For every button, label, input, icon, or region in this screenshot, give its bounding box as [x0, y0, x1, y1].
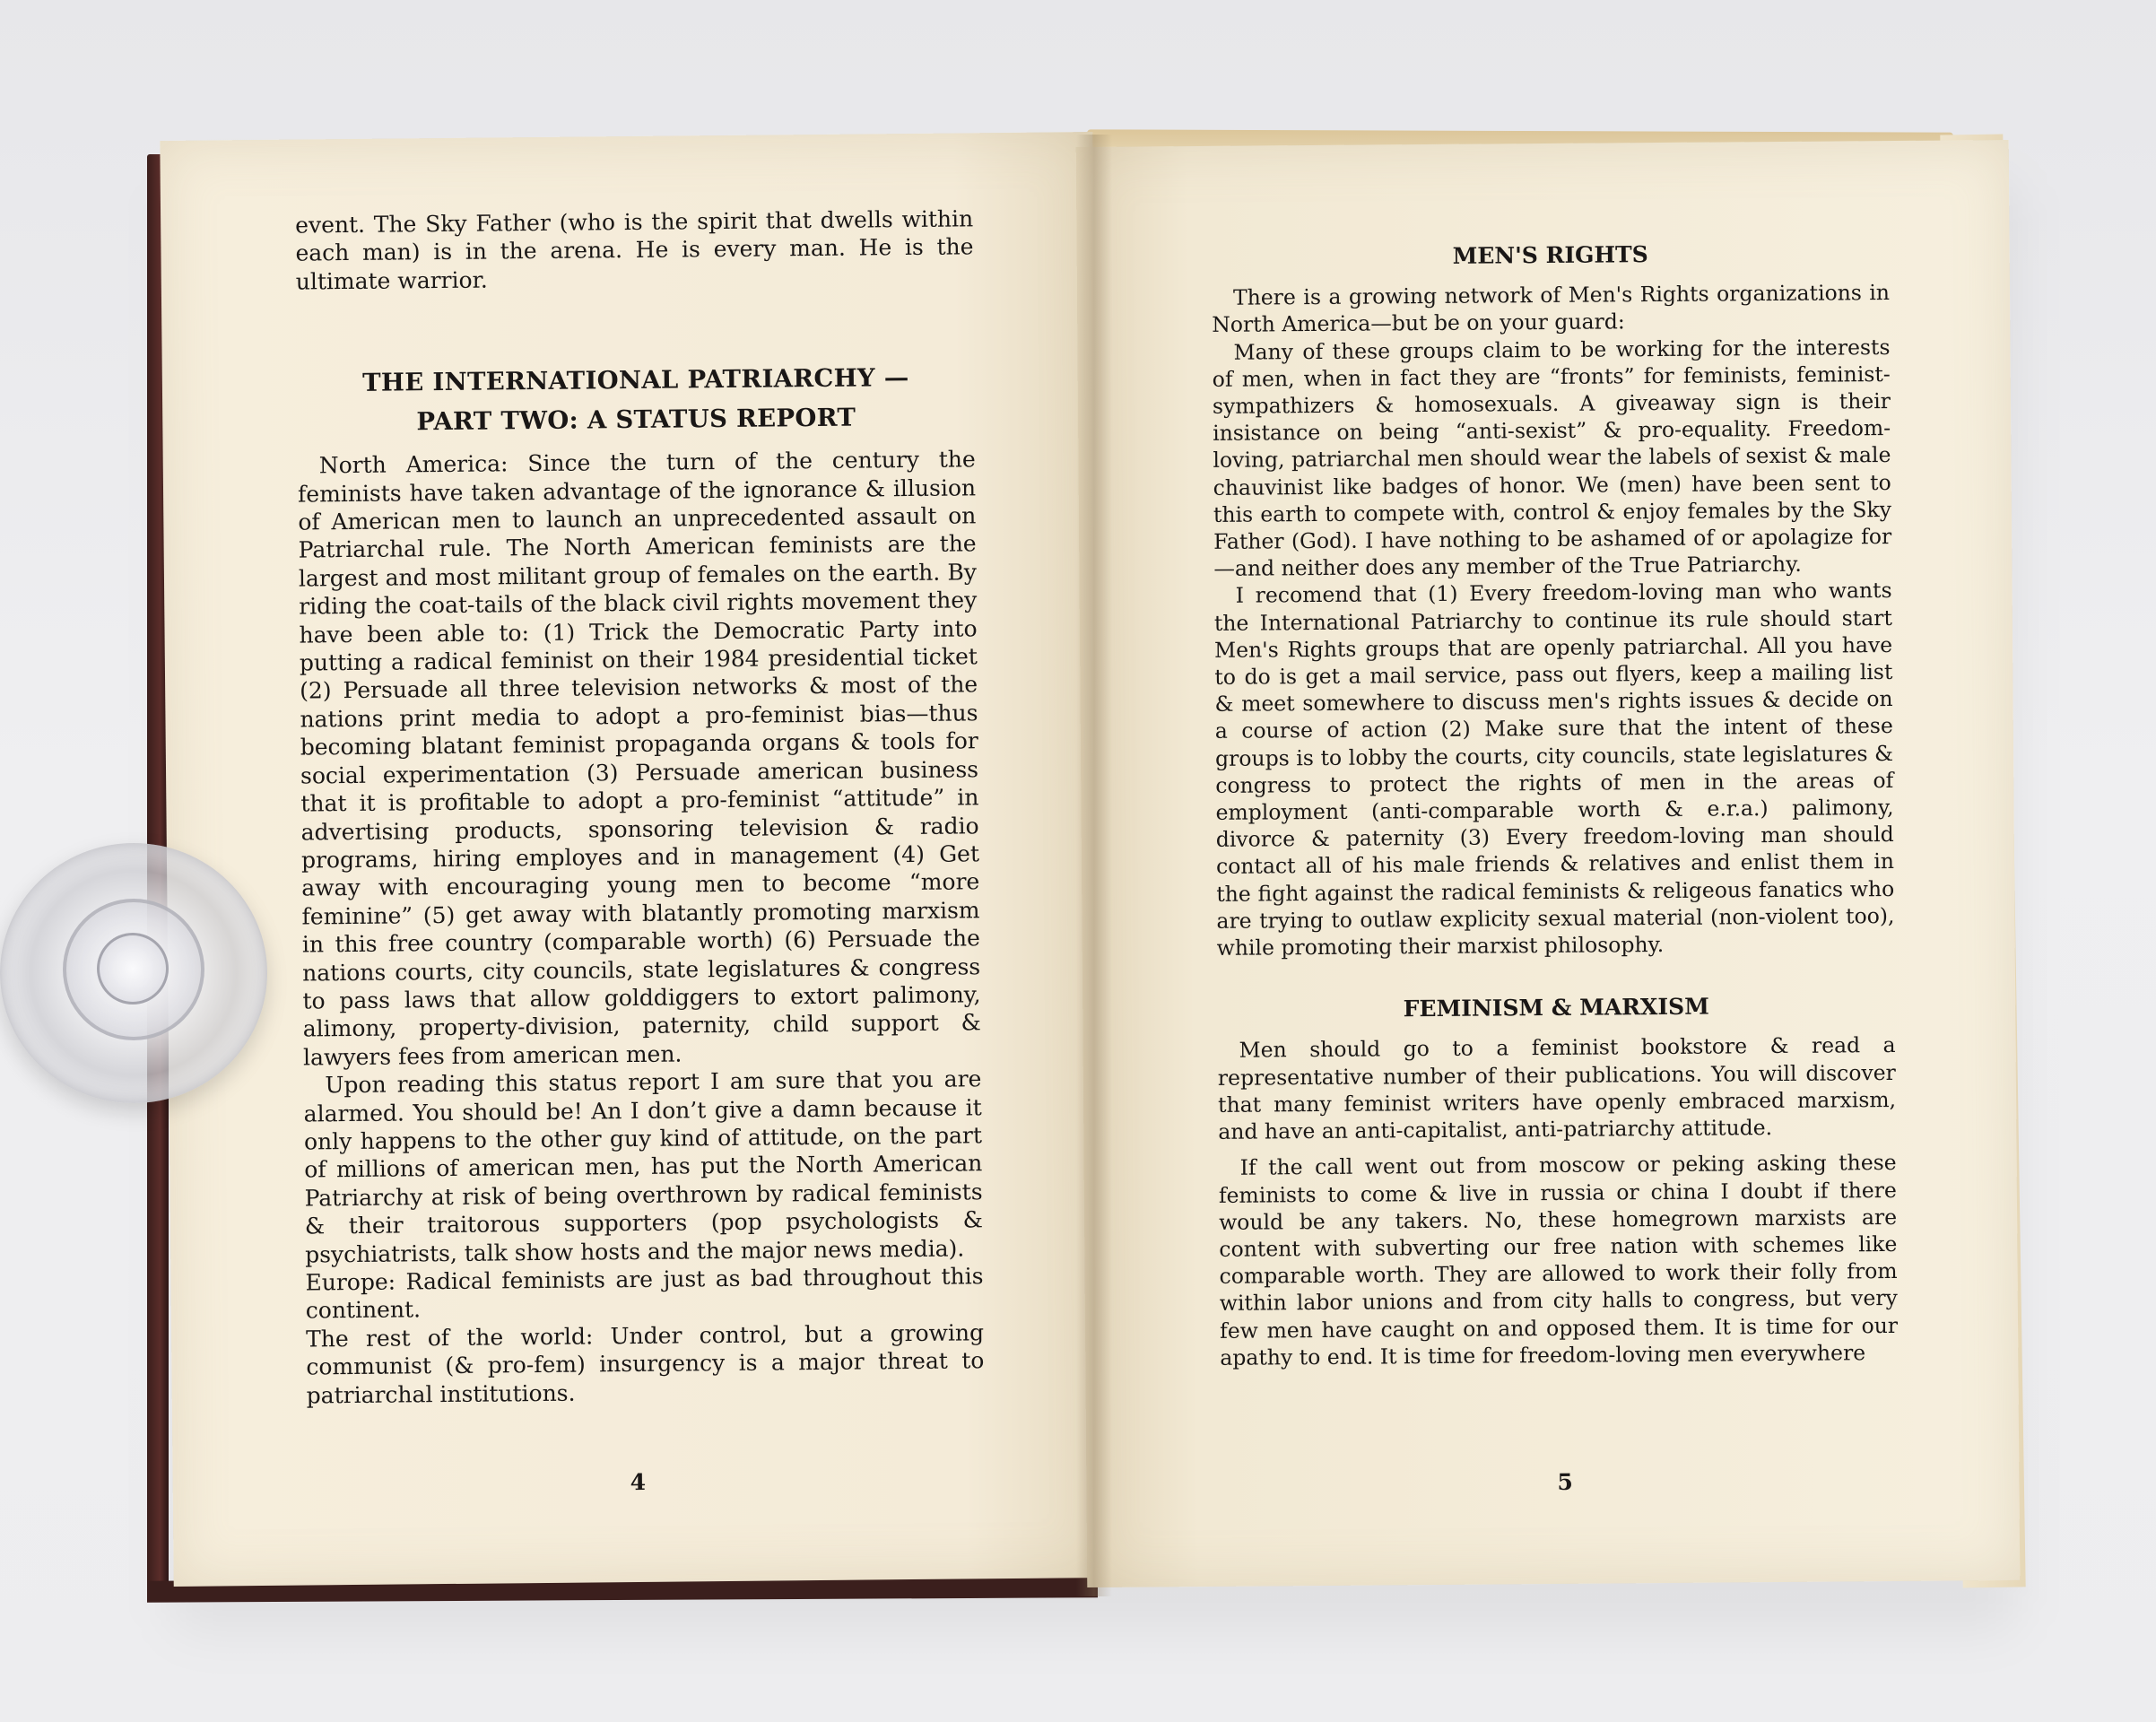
- bookstore-paragraph: Men should go to a feminist bookstore & read a representative number of their publications. You will discover that many feminist writers have openly embraced marxism, and have an anti-capitalist, anti-patriarchy attitude.: [1217, 1032, 1897, 1144]
- left-page: [160, 132, 1106, 1587]
- feminism-marxism-heading: FEMINISM & MARXISM: [1403, 993, 1709, 1022]
- shot-glass: [0, 843, 267, 1103]
- upon-reading-paragraph: Upon reading this status report I am sure that you are alarmed. You should be! An I don’t give a damn because it only happens to the other guy kind of attitude, on the part of millions of american men, has put the North American Patriarchy at risk of being overthrown by radical feminists & their traitorous supporters (pop psychologists & psychiatrists, talk show hosts and the major news media).: [303, 1065, 984, 1268]
- network-paragraph: There is a growing network of Men's Rights organizations in North America—but be on your guard:: [1212, 280, 1891, 338]
- rest-of-world-paragraph: The rest of the world: Under control, but a growing communist (& pro-fem) insurgency is a major threat to patriarchal institutions.: [305, 1319, 985, 1409]
- book-gutter: [1076, 135, 1112, 1596]
- page-number-left: 4: [630, 1468, 647, 1496]
- recomend-paragraph: I recomend that (1) Every freedom-loving man who wants the International Patriarchy to continue its rule should start Men's Rights groups that are openly patriarchal. All you have to do is get a mail service, pass out flyers, keep a mailing list & meet somewhere to discuss men's rights issues & decide on a course of action (2) Make sure that the intent of these groups is to lobby the courts, city councils, state legislatures & congress to protect the rights of men in the areas of employment (anti-comparable worth & e.r.a.) palimony, divorce & paternity (3) Every freedom-loving man should contact all of his male friends & relatives and enlist them in the fight against the radical feminists & religeous fanatics who are trying to outlaw explicity sexual material (non-violent too), while promoting their marxist philosophy.: [1213, 578, 1895, 961]
- north-america-paragraph: North America: Since the turn of the century the feminists have taken advantage of the ignorance & illusion of American men to launch an unprecedented assault on Patriarchal rule. The North American feminists are the largest and most militant group of females on the earth. By riding the coat-tails of the black civil rights movement they have been able to: (1) Trick the Democratic Party into putting a radical feminist on their 1984 presidential ticket (2) Persuade all three television networks & most of the nations print media to adopt a pro-feminist bias—thus becoming blatant feminist propaganda organs & tools for social experimentation (3) Persuade american business that it is profitable to adopt a pro-feminist “attitude” in advertising products, sponsoring television & radio programs, hiring employes and in management (4) Get away with encouraging young men to become “more feminine” (5) get away with blatantly promoting marxism in this free country (comparable worth) (6) Persuade the nations courts, city councils, state legislatures & congress to pass laws that allow golddiggers to extort palimony, alimony, property-division, paternity, child support & lawyers fees from american men.: [297, 446, 981, 1071]
- many-groups-paragraph: Many of these groups claim to be working for the interests of men, when in fact they are “fronts” for feminists, feminist-sympathizers & homosexuals. A giveaway sign is their insistance on being “anti-sexist” & pro-equality. Freedom-loving, patriarchal men should wear the labels of sexist & male chauvinist like badges of honor. We (men) have been sent to this earth to compete with, control & enjoy females by the Sky Father (God). I have nothing to be ashamed of or apolagize for—and neither does any member of the True Patriarchy.: [1212, 334, 1892, 582]
- right-page: [1076, 140, 2021, 1587]
- shot-glass-base: [97, 933, 169, 1004]
- call-paragraph: If the call went out from moscow or peking asking these feminists to come & live in russia or china I doubt if there would be any takers. No, these homegrown marxists are content with subverting our free nation with schemes like comparable worth. They are allowed to work their folly from within labor unions and from city halls to congress, but very few men have caught on and opposed them. It is time for our apathy to end. It is time for freedom-loving men everywhere: [1218, 1150, 1899, 1370]
- heading-line-1: THE INTERNATIONAL PATRIARCHY —: [362, 363, 909, 398]
- heading-line-2: PART TWO: A STATUS REPORT: [416, 403, 856, 437]
- opening-lines: event. The Sky Father (who is the spirit that dwells within each man) is in the arena. He is every man. He is the ultimate warrior.: [295, 205, 974, 295]
- europe-paragraph: Europe: Radical feminists are just as bad throughout this continent.: [305, 1263, 984, 1324]
- section-heading: [297, 358, 976, 443]
- left-page-text: [295, 204, 985, 1409]
- mens-rights-heading: MEN'S RIGHTS: [1452, 241, 1648, 269]
- right-page-text: [1212, 239, 1899, 1371]
- page-number-right: 5: [1557, 1468, 1573, 1495]
